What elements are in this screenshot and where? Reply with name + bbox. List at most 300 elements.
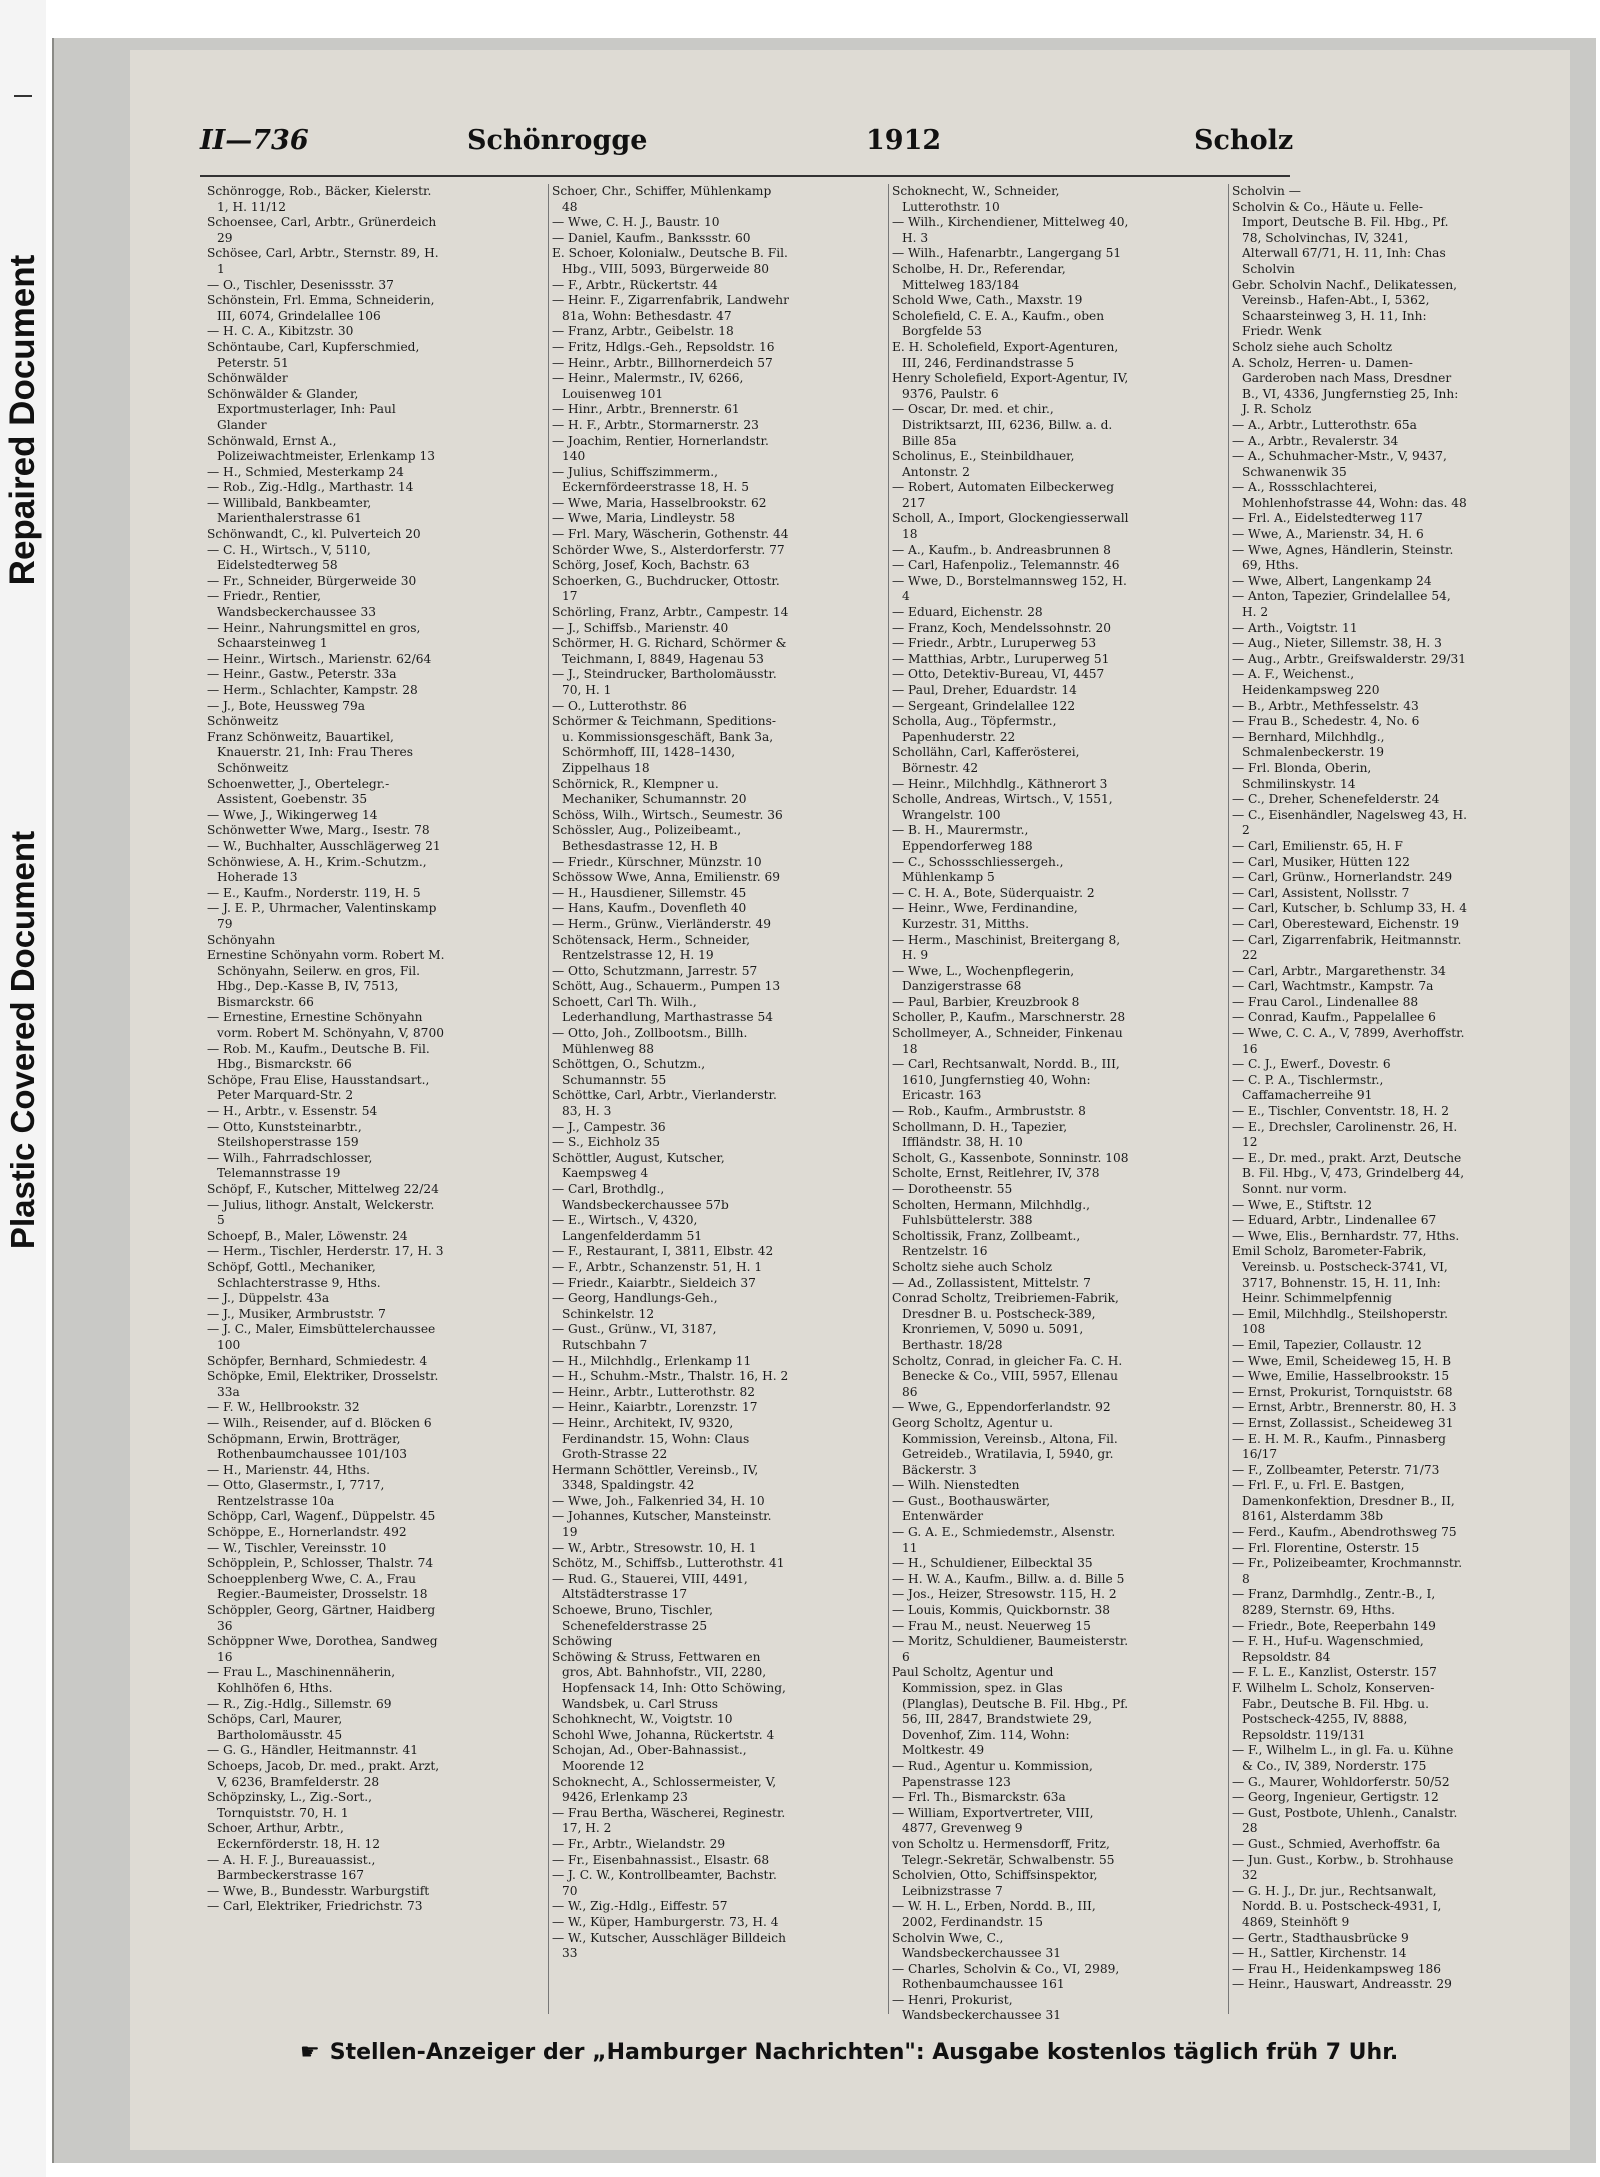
directory-entry: — Gust., Schmied, Averhoffstr. 6a (1232, 1836, 1441, 1851)
directory-entry: — C., Eisenhändler, Nagelsweg 43, H. 2 (1232, 807, 1467, 838)
directory-entry: — Willibald, Bankbeamter, Marienthalerstrasse 61 (207, 495, 372, 526)
directory-entry: Schöpf, Gottl., Mechaniker, Schlachterstrasse 9, Hths. (207, 1259, 381, 1290)
directory-entry: — Wwe, Emilie, Hasselbrookstr. 15 (1232, 1369, 1450, 1384)
directory-entry: — Dorotheenstr. 55 (892, 1182, 1013, 1196)
directory-entry: Scholl, A., Import, Glockengiesserwall 18 (892, 511, 1129, 542)
directory-entry: — E., Kaufm., Norderstr. 119, H. 5 (207, 885, 421, 900)
directory-entry: — E., Wirtsch., V, 4320, Langenfelderdamm 51 (552, 1213, 703, 1243)
directory-entry: — G., Maurer, Wohldorferstr. 50/52 (1232, 1774, 1450, 1789)
directory-entry: — J., Steindrucker, Bartholomäusstr. 70, H. 1 (552, 667, 777, 697)
directory-entry: — Heinr., Arbtr., Lutterothstr. 82 (552, 1384, 755, 1399)
directory-entry: Schöpf, F., Kutscher, Mittelweg 22/24 (207, 1182, 439, 1196)
directory-entry: Schöntaube, Carl, Kupferschmied, Peterstr. 51 (207, 339, 420, 370)
directory-entry: Scholtz, Conrad, in gleicher Fa. C. H. Benecke & Co., VIII, 5957, Ellenau 86 (892, 1353, 1123, 1399)
directory-entry: Schoerken, G., Buchdrucker, Ottostr. 17 (552, 573, 780, 604)
directory-entry: Scholvin — (1232, 184, 1301, 198)
directory-entry: — Franz, Arbtr., Geibelstr. 18 (552, 324, 734, 339)
directory-column-2 (552, 184, 790, 2014)
directory-entry: — J. E. P., Uhrmacher, Valentinskamp 79 (207, 901, 437, 931)
directory-entry: — Julius, lithogr. Anstalt, Welckerstr. 5 (207, 1197, 435, 1228)
directory-entry: Henry Scholefield, Export-Agentur, IV, 9376, Paulstr. 6 (892, 371, 1129, 401)
directory-entry: Schoett, Carl Th. Wilh., Lederhandlung, Marthastrasse 54 (552, 994, 773, 1025)
directory-entry: — Frl. A., Eidelstedterweg 117 (1232, 511, 1423, 526)
directory-entry: — Daniel, Kaufm., Bankssstr. 60 (552, 230, 751, 245)
directory-entry: Schöpmann, Erwin, Brotträger, Rothenbaumchaussee 101/103 (207, 1431, 408, 1462)
directory-entry: — Wwe, J., Wikingerweg 14 (207, 807, 378, 822)
directory-entry: — Ferd., Kaufm., Abendrothsweg 75 (1232, 1525, 1457, 1540)
footer-advert-text: Stellen-Anzeiger der „Hamburger Nachrichten": Ausgabe kostenlos täglich früh 7 Uhr. (329, 2040, 1399, 2065)
directory-entry: — Matthias, Arbtr., Luruperweg 51 (892, 651, 1110, 666)
directory-entry: — Frau H., Heidenkampsweg 186 (1232, 1961, 1442, 1976)
directory-entry: — Heinr., Milchhdlg., Käthnerort 3 (892, 776, 1108, 791)
directory-entry: — Herm., Schlachter, Kampstr. 28 (207, 683, 418, 697)
directory-entry: — Jos., Heizer, Stresowstr. 115, H. 2 (892, 1587, 1117, 1602)
directory-entry: Schöss, Wilh., Wirtsch., Seumestr. 36 (552, 807, 783, 822)
directory-entry: Scholtissik, Franz, Zollbeamt., Rentzelstr. 16 (892, 1228, 1081, 1259)
directory-entry: Schöppner Wwe, Dorothea, Sandweg 16 (207, 1634, 438, 1664)
directory-entry: — Friedr., Rentier, Wandsbeckerchaussee 33 (207, 589, 377, 620)
directory-entry: — William, Exportvertreter, VIII, 4877, Grevenweg 9 (892, 1805, 1094, 1836)
directory-entry: — G. A. E., Schmiedemstr., Alsenstr. 11 (892, 1525, 1116, 1555)
directory-entry: — Charles, Scholvin & Co., VI, 2989, Rothenbaumchaussee 161 (892, 1961, 1120, 1992)
directory-entry: E. H. Scholefield, Export-Agenturen, III, 246, Ferdinandstrasse 5 (892, 339, 1119, 370)
directory-entry: — A., Schuhmacher-Mstr., V, 9437, Schwanenwik 35 (1232, 449, 1447, 479)
header-left-word: Schönrogge (467, 125, 648, 156)
directory-entry: — A., Arbtr., Lutterothstr. 65a (1232, 417, 1417, 432)
directory-entry: — Wwe, Joh., Falkenried 34, H. 10 (552, 1493, 765, 1508)
directory-entry: Scholte, Ernst, Reitlehrer, IV, 378 (892, 1166, 1100, 1181)
directory-entry: — O., Lutterothstr. 86 (552, 698, 687, 713)
directory-entry: — Carl, Elektriker, Friedrichstr. 73 (207, 1899, 423, 1914)
directory-entry: — J., Düppelstr. 43a (207, 1291, 330, 1306)
directory-entry: — C., Schossschliessergeh., Mühlenkamp 5 (892, 854, 1064, 885)
directory-entry: — W., Zig.-Hdlg., Eiffestr. 57 (552, 1899, 728, 1914)
directory-entry: Schöttler, August, Kutscher, Kaempsweg 4 (552, 1150, 725, 1181)
directory-entry: Scholle, Andreas, Wirtsch., V, 1551, Wrangelstr. 100 (892, 792, 1113, 822)
directory-entry: Schönwiese, A. H., Krim.-Schutzm., Hoherade 13 (207, 854, 427, 885)
directory-entry: — J., Bote, Heussweg 79a (207, 698, 366, 713)
directory-entry: — A., Arbtr., Revalerstr. 34 (1232, 433, 1399, 448)
directory-entry: — Wwe, D., Borstelmannsweg 152, H. 4 (892, 573, 1127, 604)
directory-entry: — Wwe, B., Bundesstr. Warburgstift (207, 1883, 430, 1898)
directory-entry: — Jun. Gust., Korbw., b. Strohhause 32 (1232, 1852, 1454, 1883)
directory-entry: Gebr. Scholvin Nachf., Delikatessen, Vereinsb., Hafen-Abt., I, 5362, Schaarsteinweg 3, H. 11, Inh: Friedr. Wenk (1232, 277, 1458, 339)
directory-entry: Scholvin Wwe, C., Wandsbeckerchaussee 31 (892, 1930, 1062, 1961)
directory-entry: Schohknecht, W., Voigtstr. 10 (552, 1712, 733, 1727)
page-footer (300, 2040, 1420, 2065)
directory-column-3 (892, 184, 1130, 2023)
directory-entry: Schörder Wwe, S., Alsterdorferstr. 77 (552, 542, 785, 557)
directory-entry: A. Scholz, Herren- u. Damen-Garderoben nach Mass, Dresdner B., VI, 4336, Jungfernstieg 25, Inh: J. R. Scholz (1232, 355, 1459, 417)
directory-entry: — H., Arbtr., v. Essenstr. 54 (207, 1104, 378, 1119)
directory-entry: — H., Milchhdlg., Erlenkamp 11 (552, 1353, 752, 1368)
directory-entry: — Heinr., Hauswart, Andreasstr. 29 (1232, 1977, 1452, 1992)
directory-entry: Schönwandt, C., kl. Pulverteich 20 (207, 527, 421, 542)
directory-entry: — Oscar, Dr. med. et chir., Distriktsarzt, III, 6236, Billw. a. d. Bille 85a (892, 402, 1113, 448)
directory-entry: — Herm., Tischler, Herderstr. 17, H. 3 (207, 1244, 444, 1259)
directory-entry: Scholten, Hermann, Milchhdlg., Fuhlsbüttelerstr. 388 (892, 1197, 1090, 1228)
directory-entry: Schörg, Josef, Koch, Bachstr. 63 (552, 558, 750, 573)
directory-entry: — F. W., Hellbrookstr. 32 (207, 1400, 360, 1415)
directory-column-4 (1232, 184, 1468, 2014)
directory-entry: Schösee, Carl, Arbtr., Sternstr. 89, H. 1 (207, 246, 439, 276)
directory-entry: — Moritz, Schuldiener, Baumeisterstr. 6 (892, 1634, 1129, 1664)
directory-entry: — Frl. Th., Bismarckstr. 63a (892, 1790, 1066, 1805)
directory-entry: — Arth., Voigtstr. 11 (1232, 620, 1358, 635)
directory-entry: — C. P. A., Tischlermstr., Caffamacherreihe 91 (1232, 1072, 1384, 1103)
directory-entry: — Carl, Oberesteward, Eichenstr. 19 (1232, 916, 1460, 931)
page-header (128, 125, 1294, 169)
directory-entry: — H. F., Arbtr., Stormarnerstr. 23 (552, 417, 759, 432)
directory-entry: — Wilh., Fahrradschlosser, Telemannstrasse 19 (207, 1150, 373, 1181)
directory-entry: Scholefield, C. E. A., Kaufm., oben Borgfelde 53 (892, 308, 1105, 339)
directory-entry: — W., Kutscher, Ausschläger Billdeich 33 (552, 1930, 786, 1961)
directory-entry: — A. H. F. J., Bureauassist., Barmbeckerstrasse 167 (207, 1852, 376, 1883)
directory-entry: — Carl, Emilienstr. 65, H. F (1232, 838, 1403, 853)
directory-entry: Conrad Scholtz, Treibriemen-Fabrik, Dresdner B. u. Postscheck-389, Kronriemen, V, 5090 u. 5091, Berthastr. 18/28 (892, 1291, 1119, 1352)
directory-entry: — Heinr., Nahrungsmittel en gros, Schaarsteinweg 1 (207, 620, 421, 651)
pointing-hand-icon: ☛ (300, 2040, 320, 2065)
directory-entry: — Carl, Hafenpoliz., Telemannstr. 46 (892, 558, 1120, 573)
directory-entry: — Friedr., Bote, Reeperbahn 149 (1232, 1618, 1436, 1633)
directory-entry: — Herm., Grünw., Vierländerstr. 49 (552, 916, 772, 931)
directory-entry: — Frau B., Schedestr. 4, No. 6 (1232, 714, 1420, 729)
directory-entry: Schoensee, Carl, Arbtr., Grünerdeich 29 (207, 215, 437, 245)
directory-entry: — Heinr., Kaiarbtr., Lorenzstr. 17 (552, 1400, 758, 1415)
directory-entry: — W. H. L., Erben, Nordd. B., III, 2002, Ferdinandstr. 15 (892, 1899, 1096, 1929)
directory-entry: — C. J., Ewerf., Dovestr. 6 (1232, 1057, 1391, 1072)
directory-entry: Schörmer, H. G. Richard, Schörmer & Teichmann, I, 8849, Hagenau 53 (552, 636, 787, 666)
directory-entry: von Scholtz u. Hermensdorff, Fritz, Telegr.-Sekretär, Schwalbenstr. 55 (892, 1836, 1115, 1867)
directory-entry: — Herm., Maschinist, Breitergang 8, H. 9 (892, 932, 1121, 963)
directory-entry: — Wwe, Elis., Bernhardstr. 77, Hths. (1232, 1228, 1460, 1243)
directory-entry: — Carl, Wachtmstr., Kampstr. 7a (1232, 979, 1434, 994)
directory-entry: Scholvin & Co., Häute u. Felle-Import, Deutsche B. Fil. Hbg., Pf. 78, Scholvinchas, IV, 3241, Alterwall 67/71, H. 11, Inh: Chas Scholvin (1232, 199, 1449, 276)
directory-entry: — Ernst, Zollassist., Scheideweg 31 (1232, 1415, 1454, 1430)
directory-entry: — Rob., Zig.-Hdlg., Marthastr. 14 (207, 480, 414, 495)
directory-entry: — G. H. J., Dr. jur., Rechtsanwalt, Nordd. B. u. Postscheck-4931, I, 4869, Steinhöft 9 (1232, 1883, 1442, 1929)
directory-entry: — F., Restaurant, I, 3811, Elbstr. 42 (552, 1244, 774, 1259)
directory-entry: — Heinr., Malermstr., IV, 6266, Louisenweg 101 (552, 371, 744, 401)
directory-entry: — Eduard, Arbtr., Lindenallee 67 (1232, 1213, 1437, 1228)
directory-entry: Scholz siehe auch Scholtz (1232, 339, 1393, 354)
directory-entry: — Ernst, Arbtr., Brennerstr. 80, H. 3 (1232, 1400, 1457, 1415)
directory-entry: — Rud. G., Stauerei, VIII, 4491, Altstädterstrasse 17 (552, 1571, 748, 1602)
directory-entry: Schoer, Chr., Schiffer, Mühlenkamp 48 (552, 184, 772, 214)
sidebar-tick (14, 95, 32, 97)
directory-entry: — Johannes, Kutscher, Mansteinstr. 19 (552, 1509, 772, 1540)
directory-entry: Schöpe, Frau Elise, Hausstandsart., Peter Marquard-Str. 2 (207, 1072, 430, 1103)
directory-entry: — J., Schiffsb., Marienstr. 40 (552, 620, 729, 635)
directory-entry: — Friedr., Kaiarbtr., Sieldeich 37 (552, 1275, 756, 1290)
directory-entry: — R., Zig.-Hdlg., Sillemstr. 69 (207, 1696, 392, 1711)
directory-entry: — Carl, Kutscher, b. Schlump 33, H. 4 (1232, 901, 1468, 916)
directory-entry: — Friedr., Arbtr., Luruperweg 53 (892, 636, 1097, 651)
plastic-covered-document-label: Plastic Covered Document (4, 830, 41, 1250)
directory-entry: — Joachim, Rentier, Hornerlandstr. 140 (552, 433, 769, 464)
directory-entry: Schörmer & Teichmann, Speditions- u. Kommissionsgeschäft, Bank 3a, Schörmhoff, III, 1428–1430, Zippelhaus 18 (552, 714, 777, 775)
directory-entry: Schoeps, Jacob, Dr. med., prakt. Arzt, V, 6236, Bramfelderstr. 28 (207, 1758, 440, 1789)
directory-entry: — E. H. M. R., Kaufm., Pinnasberg 16/17 (1232, 1431, 1446, 1462)
directory-entry: — Frl. Florentine, Osterstr. 15 (1232, 1540, 1420, 1555)
directory-entry: — W., Küper, Hamburgerstr. 73, H. 4 (552, 1914, 779, 1929)
directory-entry: Paul Scholtz, Agentur und Kommission, spez. in Glas (Planglas), Deutsche B. Fil. Hbg., Pf. 56, III, 2847, Brandstwiete 29, Dovenhof, Zim. 114, Wohn: Moltkestr. 49 (892, 1665, 1129, 1758)
directory-entry: — Heinr., Wwe, Ferdinandine, Kurzestr. 31, Mitths. (892, 901, 1078, 931)
directory-entry: — Franz, Darmhdlg., Zentr.-B., I, 8289, Sternstr. 69, Hths. (1232, 1587, 1436, 1618)
column-divider (888, 184, 889, 2014)
directory-entry: Georg Scholtz, Agentur u. Kommission, Vereinsb., Altona, Fil. Getreideb., Wratilavia, I, 5940, gr. Bäckerstr. 3 (892, 1415, 1118, 1477)
directory-entry: Schoenwetter, J., Obertelegr.-Assistent, Goebenstr. 35 (207, 776, 390, 807)
directory-entry: — Paul, Barbier, Kreuzbrook 8 (892, 994, 1080, 1009)
directory-entry: — H., Hausdiener, Sillemstr. 45 (552, 885, 747, 900)
directory-entry: — Otto, Kunststeinarbtr., Steilshoperstrasse 159 (207, 1119, 362, 1150)
directory-entry: Schoepf, B., Maler, Löwenstr. 24 (207, 1228, 408, 1243)
directory-entry: — Paul, Dreher, Eduardstr. 14 (892, 683, 1077, 697)
directory-entry: Schollmann, D. H., Tapezier, Iffländstr. 38, H. 10 (892, 1119, 1068, 1150)
directory-entry: Schötensack, Herm., Schneider, Rentzelstrasse 12, H. 19 (552, 932, 751, 963)
directory-entry: — Frau Bertha, Wäscherei, Reginestr. 17, H. 2 (552, 1805, 786, 1836)
directory-entry: Schöppler, Georg, Gärtner, Haidberg 36 (207, 1603, 436, 1633)
directory-entry: — C. H., Wirtsch., V, 5110, Eidelstedterweg 58 (207, 542, 371, 573)
directory-entry: — F., Arbtr., Schanzenstr. 51, H. 1 (552, 1259, 763, 1274)
directory-entry: — S., Eichholz 35 (552, 1135, 660, 1150)
directory-entry: Schöwing & Struss, Fettwaren en gros, Abt. Bahnhofstr., VII, 2280, Hopfensack 14, Inh: Otto Schöwing, Wandsbek, u. Carl Struss (552, 1649, 786, 1711)
directory-entry: — Fr., Arbtr., Wielandstr. 29 (552, 1836, 726, 1851)
directory-entry: — E., Drechsler, Carolinenstr. 26, H. 12 (1232, 1119, 1458, 1150)
directory-entry: Schohl Wwe, Johanna, Rückertstr. 4 (552, 1727, 775, 1742)
directory-entry: — Otto, Glasermstr., I, 7717, Rentzelstrasse 10a (207, 1478, 385, 1508)
directory-entry: — J., Campestr. 36 (552, 1119, 666, 1134)
directory-entry: Schöttgen, O., Schutzm., Schumannstr. 55 (552, 1057, 706, 1087)
column-divider (548, 184, 549, 2014)
directory-entry: — H., Schuldiener, Eilbecktal 35 (892, 1556, 1093, 1571)
directory-entry: — Heinr., Architekt, IV, 9320, Ferdinandstr. 15, Wohn: Claus Groth-Strasse 22 (552, 1415, 750, 1462)
directory-entry: Emil Scholz, Barometer-Fabrik, Vereinsb. u. Postscheck-3741, VI, 3717, Bohnenstr. 15, H. 11, Inh: Heinr. Schimmelpfennig (1232, 1244, 1448, 1306)
directory-entry: Schönwälder (207, 371, 288, 386)
directory-entry: Schöppe, E., Hornerlandstr. 492 (207, 1525, 407, 1540)
directory-entry: — B. H., Maurermstr., Eppendorferweg 188 (892, 823, 1033, 853)
directory-entry: — Julius, Schiffszimmerm., Eckernfördeerstrasse 18, H. 5 (552, 464, 749, 495)
directory-entry: — Hinr., Arbtr., Brennerstr. 61 (552, 402, 740, 417)
directory-entry: — Conrad, Kaufm., Pappelallee 6 (1232, 1010, 1436, 1025)
directory-entry: — Wwe, E., Stiftstr. 12 (1232, 1197, 1372, 1212)
directory-entry: Schöpp, Carl, Wagenf., Düppelstr. 45 (207, 1509, 436, 1524)
directory-entry: — C. H. A., Bote, Süderquaistr. 2 (892, 885, 1095, 900)
directory-entry: F. Wilhelm L. Scholz, Konserven-Fabr., Deutsche B. Fil. Hbg. u. Postscheck-4255, IV, 8888, Repsoldstr. 119/131 (1232, 1681, 1435, 1742)
directory-entry: Schött, Aug., Schauerm., Pumpen 13 (552, 979, 781, 994)
directory-entry: Hermann Schöttler, Vereinsb., IV, 3348, Spaldingstr. 42 (552, 1462, 759, 1493)
directory-entry: — H. W. A., Kaufm., Billw. a. d. Bille 5 (892, 1571, 1125, 1586)
directory-entry: — G. G., Händler, Heitmannstr. 41 (207, 1743, 418, 1758)
directory-entry: — Emil, Milchhdlg., Steilshoperstr. 108 (1232, 1306, 1449, 1337)
directory-entry: — Fritz, Hdlgs.-Geh., Repsoldstr. 16 (552, 339, 775, 354)
directory-entry: — Ad., Zollassistent, Mittelstr. 7 (892, 1275, 1091, 1290)
directory-column-1 (207, 184, 445, 2014)
directory-entry: — Fr., Polizeibeamter, Krochmannstr. 8 (1232, 1556, 1463, 1586)
directory-entry: — Eduard, Eichenstr. 28 (892, 605, 1043, 620)
repaired-document-label: Repaired Document (3, 254, 42, 586)
directory-entry: — Wwe, C. H. J., Baustr. 10 (552, 215, 720, 230)
directory-entry: — Gust., Grünw., VI, 3187, Rutschbahn 7 (552, 1322, 717, 1352)
directory-entry: Schollmeyer, A., Schneider, Finkenau 18 (892, 1026, 1123, 1056)
directory-entry: Schönweitz (207, 714, 279, 729)
directory-entry: — H., Sattler, Kirchenstr. 14 (1232, 1946, 1407, 1961)
header-year: 1912 (866, 125, 942, 156)
directory-entry: Scholler, P., Kaufm., Marschnerstr. 28 (892, 1010, 1126, 1025)
directory-entry: — Frl. Blonda, Oberin, Schmilinskystr. 14 (1232, 760, 1372, 791)
directory-entry: — Hans, Kaufm., Dovenfleth 40 (552, 901, 747, 916)
directory-entry: — Fr., Eisenbahnassist., Elsastr. 68 (552, 1852, 770, 1867)
directory-entry: — Gertr., Stadthausbrücke 9 (1232, 1930, 1409, 1945)
directory-entry: — Carl, Arbtr., Margarethenstr. 34 (1232, 963, 1446, 978)
directory-entry: — Georg, Handlungs-Geh., Schinkelstr. 12 (552, 1291, 718, 1321)
directory-entry: — Wilh. Nienstedten (892, 1478, 1020, 1493)
directory-entry: — Wwe, Maria, Hasselbrookstr. 62 (552, 495, 767, 510)
directory-entry: Schoewe, Bruno, Tischler, Schenefelderstrasse 25 (552, 1603, 713, 1633)
directory-entry: — F. L. E., Kanzlist, Osterstr. 157 (1232, 1665, 1437, 1680)
directory-entry: Schönyahn (207, 932, 276, 947)
directory-entry: — Carl, Musiker, Hütten 122 (1232, 854, 1410, 869)
directory-entry: — Wilh., Hafenarbtr., Langergang 51 (892, 246, 1122, 261)
directory-entry: — E., Tischler, Conventstr. 18, H. 2 (1232, 1104, 1450, 1119)
directory-entry: Schössow Wwe, Anna, Emilienstr. 69 (552, 870, 781, 885)
directory-entry: — W., Buchhalter, Ausschlägerweg 21 (207, 838, 441, 853)
directory-entry: — C., Dreher, Schenefelderstr. 24 (1232, 792, 1440, 807)
directory-entry: — J., Musiker, Armbruststr. 7 (207, 1306, 386, 1321)
directory-entry: — Heinr., Wirtsch., Marienstr. 62/64 (207, 651, 432, 666)
directory-entry: — Heinr., Gastw., Peterstr. 33a (207, 667, 397, 682)
directory-entry: — F., Arbtr., Rückertstr. 44 (552, 277, 718, 292)
directory-entry: — Wwe, Agnes, Händlerin, Steinstr. 69, Hths. (1232, 542, 1454, 573)
directory-entry: — Aug., Nieter, Sillemstr. 38, H. 3 (1232, 636, 1442, 651)
directory-entry: Schoepplenberg Wwe, C. A., Frau Regier.-Baumeister, Drosselstr. 18 (207, 1571, 428, 1602)
document-status-sidebar (0, 0, 46, 2177)
directory-entry: — W., Arbtr., Stresowstr. 10, H. 1 (552, 1540, 757, 1555)
directory-entry: — Frl. F., u. Frl. E. Bastgen, Damenkonfektion, Dresdner B., II, 8161, Alsterdamm 38b (1232, 1478, 1455, 1524)
directory-entry: Schörling, Franz, Arbtr., Campestr. 14 (552, 605, 789, 620)
directory-entry: Schönwälder & Glander, Exportmusterlager, Inh: Paul Glander (207, 386, 396, 432)
directory-entry: Schöpzinsky, L., Zig.-Sort., Tornquiststr. 70, H. 1 (207, 1790, 373, 1820)
directory-entry: — J. C. W., Kontrollbeamter, Bachstr. 70 (552, 1868, 777, 1898)
directory-entry: — Otto, Joh., Zollbootsm., Billh. Mühlenweg 88 (552, 1026, 748, 1056)
directory-entry: — Carl, Assistent, Nollsstr. 7 (1232, 885, 1410, 900)
directory-entry: Scholvien, Otto, Schiffsinspektor, Leibnizstrasse 7 (892, 1868, 1098, 1898)
directory-entry: — Frau Carol., Lindenallee 88 (1232, 994, 1419, 1009)
directory-entry: — Rob. M., Kaufm., Deutsche B. Fil. Hbg., Bismarckstr. 66 (207, 1041, 430, 1072)
directory-entry: — Gust, Postbote, Uhlenh., Canalstr. 28 (1232, 1805, 1458, 1836)
directory-entry: — A., Rossschlachterei, Mohlenhofstrasse 44, Wohn: das. 48 (1232, 480, 1467, 510)
directory-entry: Schönwald, Ernst A., Polizeiwachtmeister, Erlenkamp 13 (207, 433, 435, 464)
directory-entry: — Wwe, A., Marienstr. 34, H. 6 (1232, 527, 1424, 542)
directory-entry: — E., Dr. med., prakt. Arzt, Deutsche B. Fil. Hbg., V, 473, Grindelberg 44, Sonnt. nur vorm. (1232, 1150, 1465, 1196)
directory-entry: — Carl, Brothdlg., Wandsbeckerchaussee 57b (552, 1182, 729, 1212)
directory-entry: Scholbe, H. Dr., Referendar, Mittelweg 183/184 (892, 261, 1066, 292)
directory-entry: Schöttke, Carl, Arbtr., Vierlanderstr. 83, H. 3 (552, 1088, 777, 1119)
directory-entry: — H., Marienstr. 44, Hths. (207, 1462, 370, 1477)
directory-entry: — O., Tischler, Desenissstr. 37 (207, 277, 394, 292)
directory-entry: — Ernestine, Ernestine Schönyahn vorm. Robert M. Schönyahn, V, 8700 (207, 1010, 444, 1041)
directory-entry: — Carl, Rechtsanwalt, Nordd. B., III, 1610, Jungfernstieg 40, Wohn: Ericastr. 163 (892, 1057, 1120, 1103)
directory-entry: — Wwe, Maria, Lindleystr. 58 (552, 511, 735, 526)
directory-entry: Scholtz siehe auch Scholz (892, 1259, 1053, 1274)
directory-entry: Schöps, Carl, Maurer, Bartholomäusstr. 45 (207, 1712, 343, 1742)
directory-entry: Scholinus, E., Steinbildhauer, Antonstr. 2 (892, 449, 1075, 479)
directory-entry: Schönstein, Frl. Emma, Schneiderin, III, 6074, Grindelallee 106 (207, 293, 435, 323)
directory-entry: — Carl, Zigarrenfabrik, Heitmannstr. 22 (1232, 932, 1462, 963)
directory-entry: — Otto, Schutzmann, Jarrestr. 57 (552, 963, 758, 978)
directory-entry: — Bernhard, Milchhdlg., Schmalenbeckerstr. 19 (1232, 729, 1385, 760)
directory-entry: — Georg, Ingenieur, Gertigstr. 12 (1232, 1790, 1439, 1805)
directory-entry: Schötz, M., Schiffsb., Lutterothstr. 41 (552, 1556, 785, 1571)
directory-entry: — W., Tischler, Vereinsstr. 10 (207, 1540, 387, 1555)
directory-entry: — Sergeant, Grindelallee 122 (892, 698, 1076, 713)
directory-entry: — F., Wilhelm L., in gl. Fa. u. Kühne & Co., IV, 389, Norderstr. 175 (1232, 1743, 1454, 1773)
directory-entry: Schöpke, Emil, Elektriker, Drosselstr. 33a (207, 1369, 439, 1399)
directory-entry: Ernestine Schönyahn vorm. Robert M. Schönyahn, Seilerw. en gros, Fil. Hbg., Dep.-Kasse B, IV, 7513, Bismarckstr. 66 (207, 948, 445, 1009)
directory-entry: Schoer, Arthur, Arbtr., Eckernförderstr. 18, H. 12 (207, 1821, 381, 1851)
directory-entry: — Rud., Agentur u. Kommission, Papenstrasse 123 (892, 1758, 1093, 1789)
directory-entry: — Heinr. F., Zigarrenfabrik, Landwehr 81a, Wohn: Bethesdastr. 47 (552, 293, 789, 323)
directory-entry: Scholla, Aug., Töpfermstr., Papenhuderstr. 22 (892, 714, 1057, 744)
directory-entry: — Carl, Grünw., Hornerlandstr. 249 (1232, 870, 1453, 885)
directory-entry: Schöwing (552, 1634, 613, 1649)
directory-entry: — Wwe, L., Wochenpflegerin, Danzigerstrasse 68 (892, 963, 1075, 994)
directory-entry: — Rob., Kaufm., Armbruststr. 8 (892, 1104, 1086, 1119)
directory-entry: Schöpplein, P., Schlosser, Thalstr. 74 (207, 1556, 434, 1571)
directory-entry: — H. C. A., Kibitzstr. 30 (207, 324, 354, 339)
directory-entry: — Anton, Tapezier, Grindelallee 54, H. 2 (1232, 589, 1451, 620)
header-rule (200, 175, 1290, 177)
directory-entry: Schoknecht, A., Schlossermeister, V, 9426, Erlenkamp 23 (552, 1774, 777, 1805)
directory-entry: — Robert, Automaten Eilbeckerweg 217 (892, 480, 1115, 510)
directory-entry: — A. F., Weichenst., Heidenkampsweg 220 (1232, 667, 1380, 697)
directory-entry: Schössler, Aug., Polizeibeamt., Bethesdastrasse 12, H. B (552, 823, 742, 853)
directory-entry: Schollähn, Carl, Kafferösterei, Börnestr. 42 (892, 745, 1080, 775)
directory-entry: — Fr., Schneider, Bürgerweide 30 (207, 573, 417, 588)
directory-entry: — Frau M., neust. Neuerweg 15 (892, 1618, 1091, 1633)
page-number: II—736 (200, 125, 309, 156)
directory-entry: — A., Kaufm., b. Andreasbrunnen 8 (892, 542, 1111, 557)
directory-entry: — Ernst, Prokurist, Tornquiststr. 68 (1232, 1384, 1453, 1399)
directory-entry: Schörnick, R., Klempner u. Mechaniker, Schumannstr. 20 (552, 776, 747, 807)
directory-entry: — Louis, Kommis, Quickbornstr. 38 (892, 1603, 1111, 1618)
directory-entry: — F. H., Huf-u. Wagenschmied, Repsoldstr. 84 (1232, 1634, 1424, 1664)
header-right-word: Scholz (1194, 125, 1294, 156)
directory-entry: — F., Zollbeamter, Peterstr. 71/73 (1232, 1462, 1440, 1477)
directory-entry: — Aug., Arbtr., Greifswalderstr. 29/31 (1232, 651, 1466, 666)
directory-entry: Schold Wwe, Cath., Maxstr. 19 (892, 293, 1083, 308)
directory-entry: — Wilh., Kirchendiener, Mittelweg 40, H. 3 (892, 215, 1129, 245)
directory-entry: — Wilh., Reisender, auf d. Blöcken 6 (207, 1415, 432, 1430)
directory-entry: — Henri, Prokurist, Wandsbeckerchaussee 31 (892, 1992, 1062, 2023)
directory-entry: — Wwe, G., Eppendorferlandstr. 92 (892, 1400, 1111, 1415)
directory-entry: — J. C., Maler, Eimsbüttelerchaussee 100 (207, 1322, 436, 1352)
directory-entry: — Otto, Detektiv-Bureau, VI, 4457 (892, 667, 1105, 682)
directory-entry: — H., Schmied, Mesterkamp 24 (207, 464, 404, 479)
directory-entry: — Wwe, Emil, Scheideweg 15, H. B (1232, 1353, 1452, 1368)
directory-entry: — Frl. Mary, Wäscherin, Gothenstr. 44 (552, 527, 789, 542)
directory-entry: — Friedr., Kürschner, Münzstr. 10 (552, 854, 762, 869)
directory-entry: Schojan, Ad., Ober-Bahnassist., Moorende 12 (552, 1743, 747, 1773)
directory-entry: — B., Arbtr., Methfesselstr. 43 (1232, 698, 1419, 713)
directory-entry: — Gust., Boothauswärter, Entenwärder (892, 1493, 1051, 1524)
directory-entry: — Frau L., Maschinennäherin, Kohlhöfen 6, Hths. (207, 1665, 396, 1695)
directory-entry: — Franz, Koch, Mendelssohnstr. 20 (892, 620, 1112, 635)
directory-entry: Scholt, G., Kassenbote, Sonninstr. 108 (892, 1150, 1129, 1165)
column-divider (1228, 184, 1229, 2014)
directory-entry: E. Schoer, Kolonialw., Deutsche B. Fil. Hbg., VIII, 5093, Bürgerweide 80 (552, 246, 788, 276)
directory-entry: — Wwe, Albert, Langenkamp 24 (1232, 573, 1432, 588)
